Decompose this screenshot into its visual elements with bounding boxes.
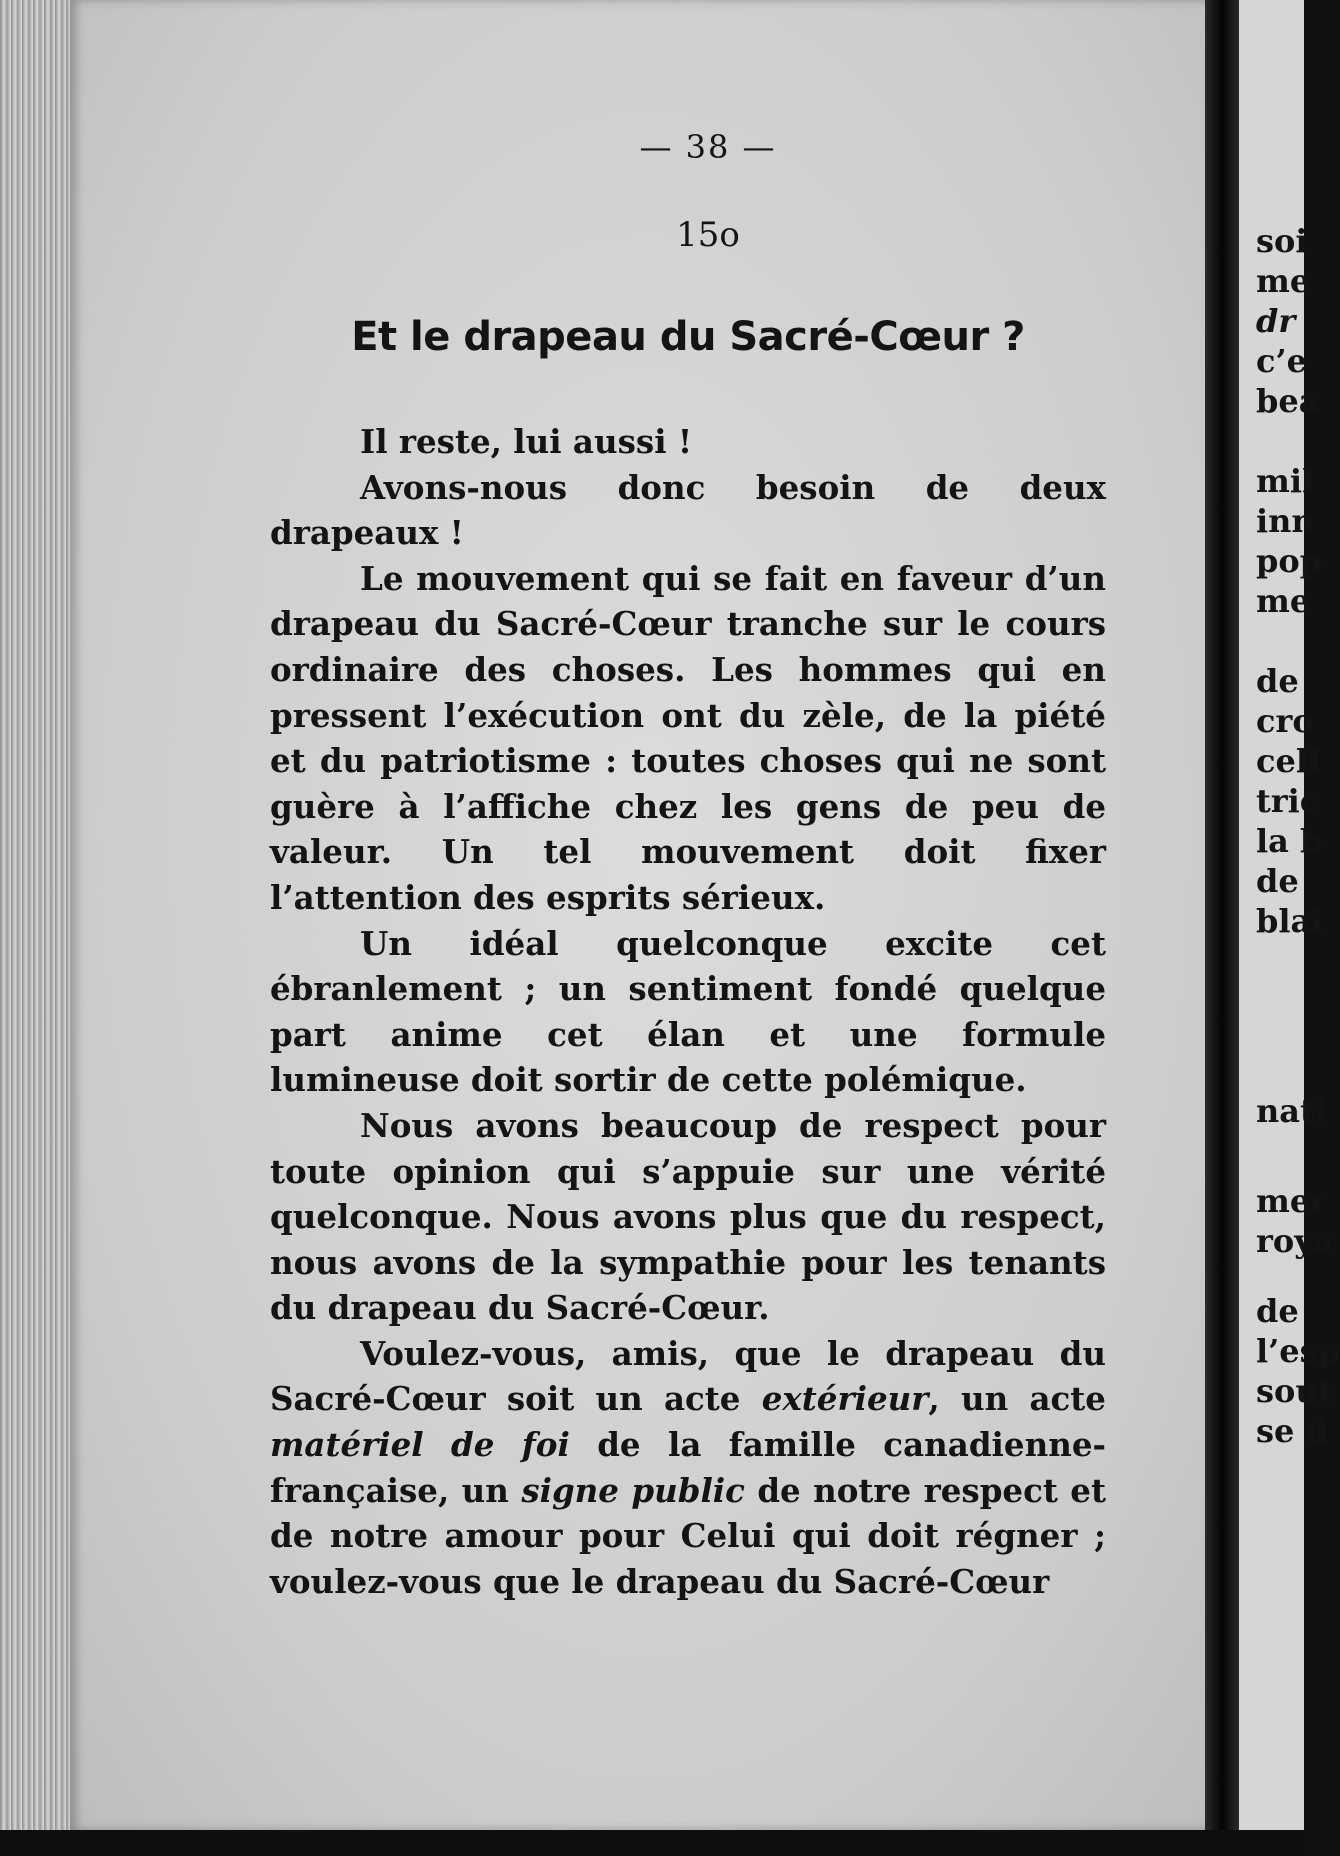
italic-run: extérieur <box>761 1379 929 1419</box>
fragment: de <box>1256 1292 1299 1330</box>
fragment: bea <box>1256 382 1320 420</box>
paragraph: Un idéal quelconque excite cet ébranlement ; un sentiment fondé quelque part anime cet élan et une formule lumineuse doit sortir de cette polémique. <box>270 923 1106 1100</box>
paragraph: Le mouvement qui se fait en faveur d’un drapeau du Sacré-Cœur tranche sur le cours ordinaire des choses. Les hommes qui en pressent l’exécution ont du zèle, de la piété et du patriotisme : toutes choses qui ne sont guère à l’affiche chez les gens de peu de valeur. Un tel mouvement doit fixer l’attention des esprits sérieux. <box>270 558 1106 917</box>
fragment: se d <box>1256 1412 1328 1450</box>
scan-bottom-border <box>0 1830 1304 1856</box>
paragraph: Avons-nous donc besoin de deux drapeaux ! <box>270 467 1106 553</box>
fragment: tric <box>1256 782 1320 820</box>
book-gutter <box>1205 0 1239 1856</box>
fragment: inn <box>1256 502 1315 540</box>
text-run: de notre respect et de notre amour pour Celui qui doit régner ; voulez-vous que le drapeau du Sacré-Cœur <box>270 1470 1106 1601</box>
fragment: roya <box>1256 1222 1334 1260</box>
paragraph: Nous avons beaucoup de respect pour toute opinion qui s’appuie sur une vérité quelconque. Nous avons plus que du respect, nous avons de la sympathie pour les tenants du drapeau du Sacré-Cœur. <box>270 1105 1106 1328</box>
text-run: , un acte <box>928 1379 1106 1419</box>
fragment: soi <box>1256 222 1308 260</box>
paragraph-last <box>270 1331 1106 1605</box>
fragment: sout <box>1256 1372 1334 1410</box>
fragment: mer <box>1256 1182 1328 1220</box>
text-run: de la famille canadienne-française, un <box>270 1425 1106 1510</box>
fragment: l’esp <box>1256 1332 1340 1370</box>
text-run: Voulez-vous, amis, que le drapeau du Sacré-Cœur soit un acte <box>270 1333 1106 1419</box>
fragment: pop <box>1256 542 1323 580</box>
italic-run: signe public <box>521 1470 745 1510</box>
fragment: blai <box>1256 902 1324 940</box>
fragment: nati <box>1256 1092 1327 1130</box>
fragment: me <box>1256 582 1311 620</box>
fragment: mil <box>1256 462 1315 500</box>
fragment: de <box>1256 862 1299 900</box>
section-number: 15o <box>676 215 740 255</box>
fragment: de <box>1256 662 1299 700</box>
fragment: dr <box>1256 302 1296 340</box>
fragment: cell <box>1256 742 1321 780</box>
paragraph: Il reste, lui aussi ! <box>360 422 693 461</box>
fragment: c’e <box>1256 342 1307 380</box>
fragment: cro <box>1256 702 1314 740</box>
fragment: la b <box>1256 822 1323 860</box>
page-number: — 38 — <box>639 128 777 166</box>
body-text <box>270 419 1106 1604</box>
section-heading: Et le drapeau du Sacré-Cœur ? <box>351 314 1025 360</box>
fragment: me <box>1256 262 1311 300</box>
left-page-text <box>270 125 1106 1604</box>
italic-run: matériel de foi <box>270 1425 570 1465</box>
